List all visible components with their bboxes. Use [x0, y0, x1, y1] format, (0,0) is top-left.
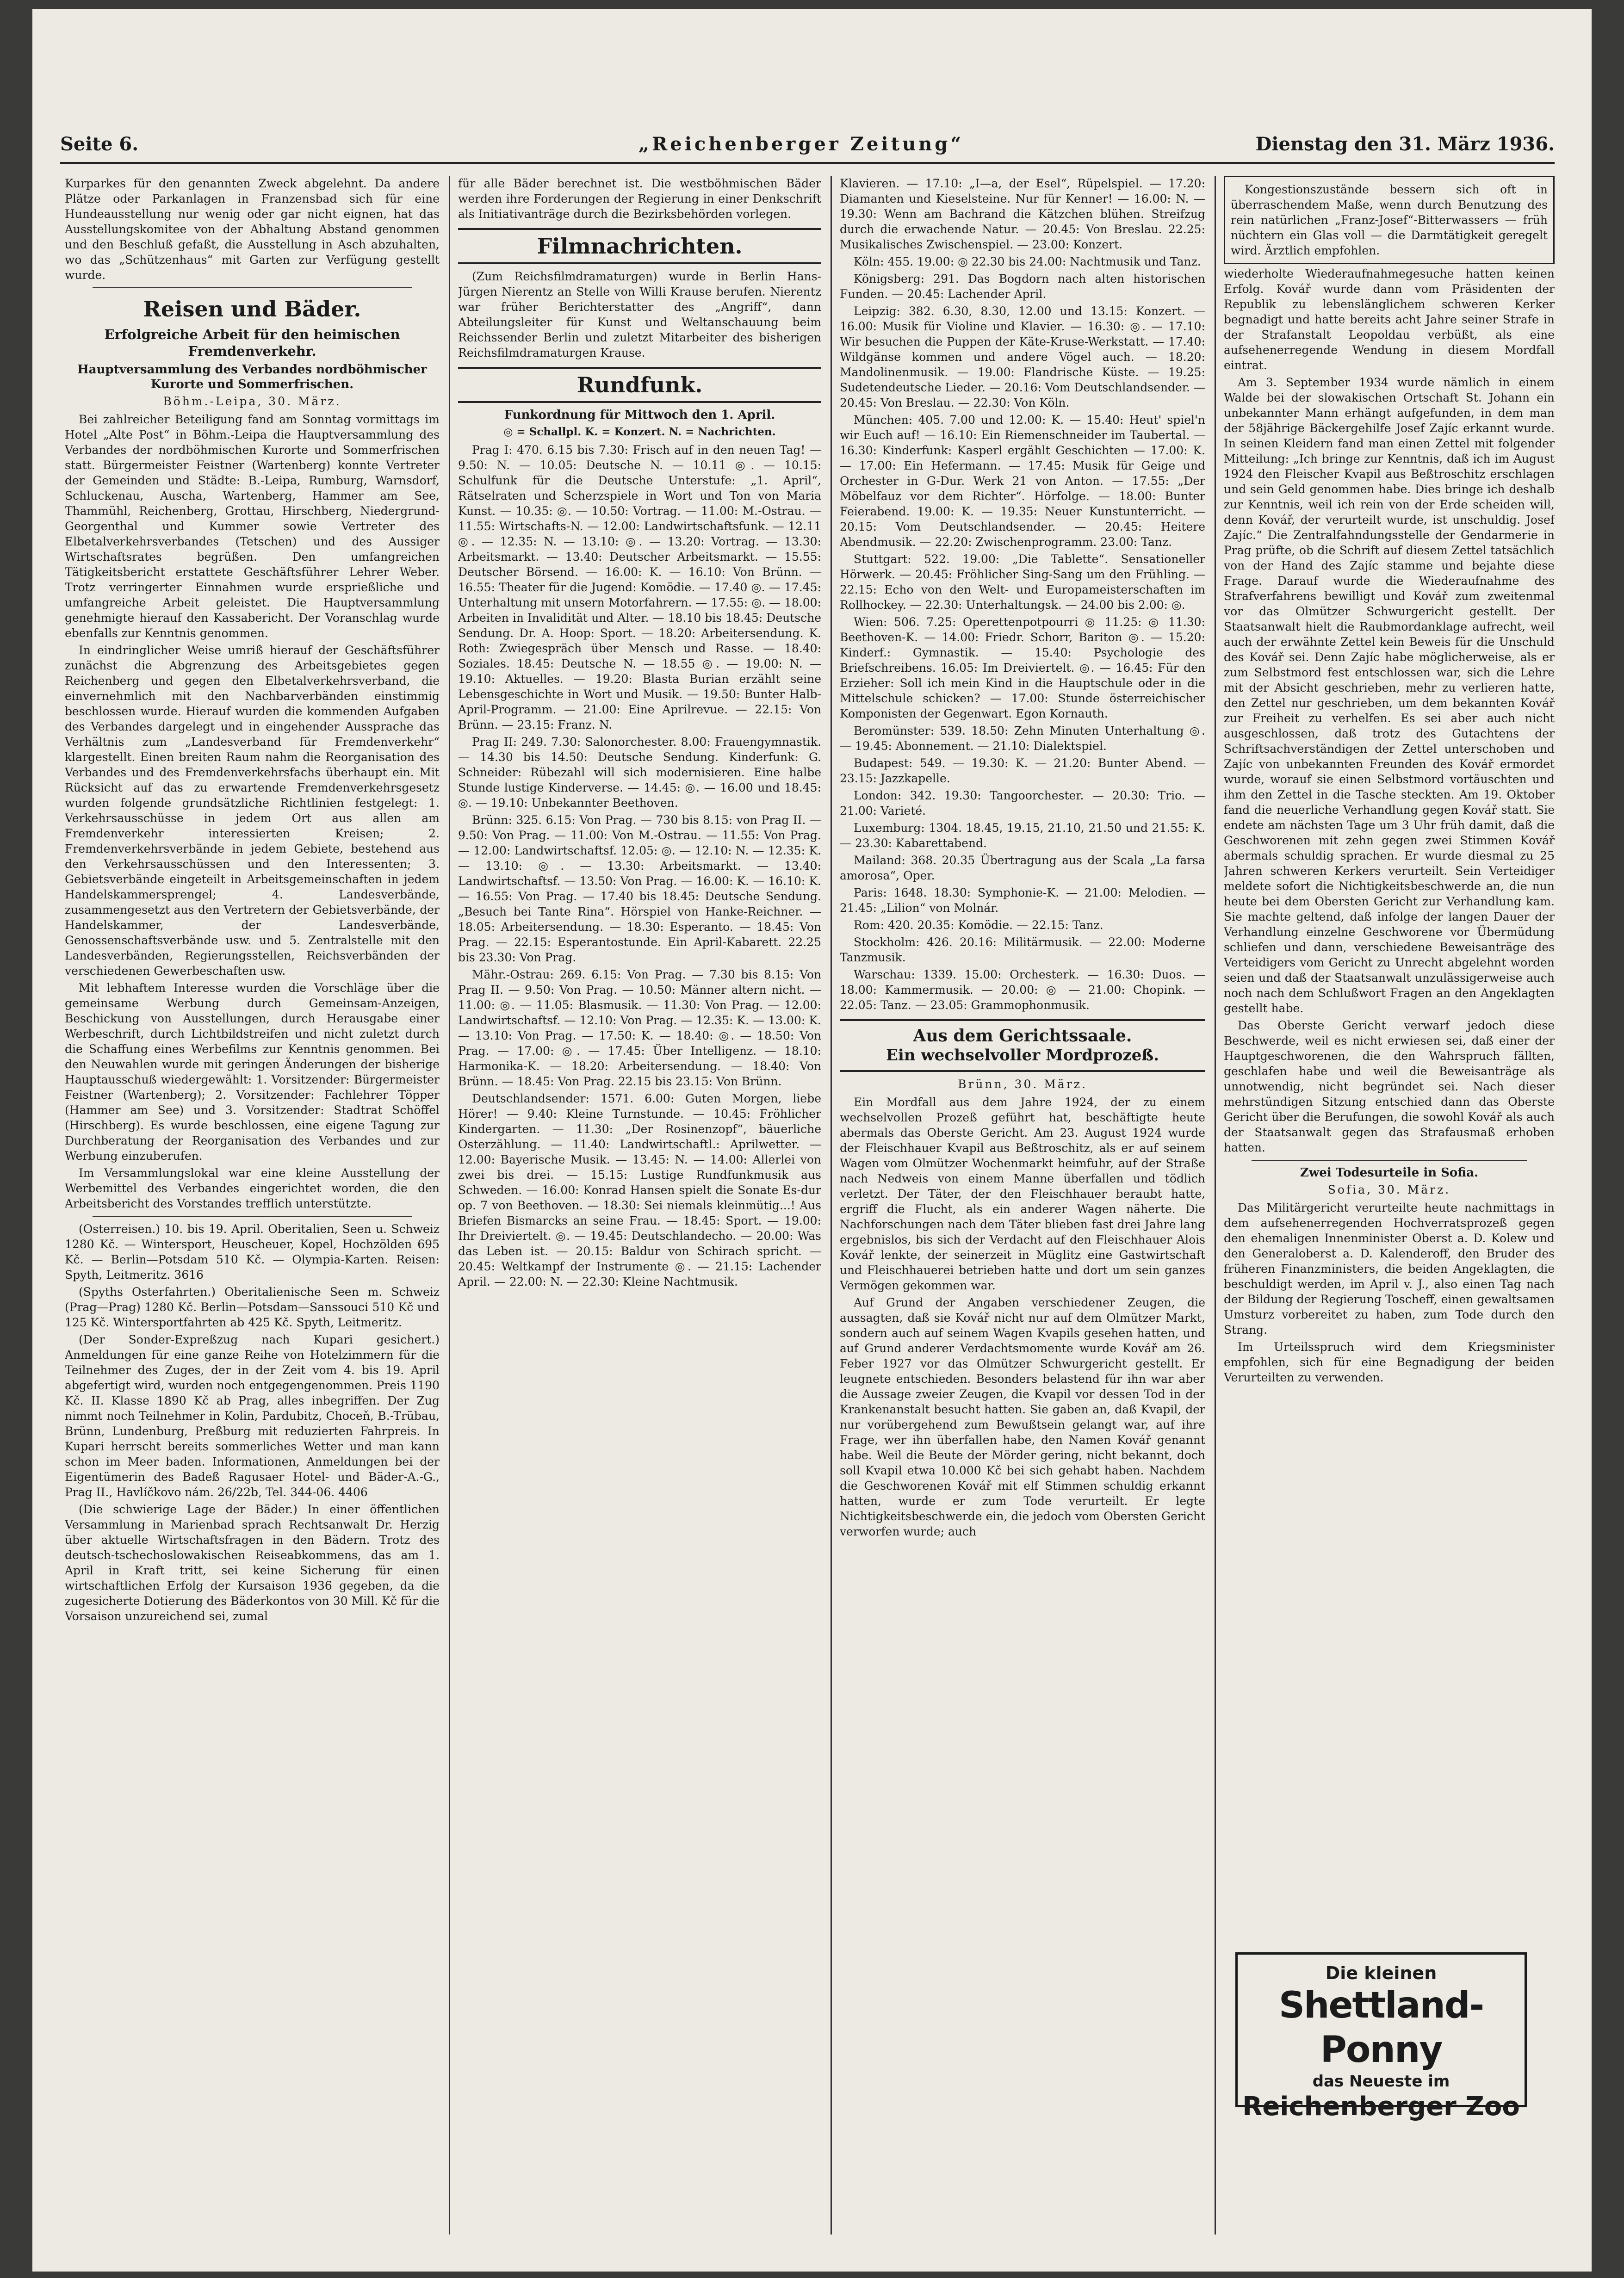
film-section-header [458, 228, 821, 264]
radio-station-listing: Paris: 1648. 18.30: Symphonie-K. — 21.00: Melodien. — 21.45: „Lilion“ von Molnár. [840, 886, 1205, 915]
film-news: (Zum Reichsfilmdramaturgen) wurde in Berlin Hans-Jürgen Nierentz an Stelle von Willi Krause berufen. Nierentz war früher Berichterstatter des „Angriff“, dann Abteilungsleiter für Kunst und Weltanschauung beim Reichssender Berlin und zuletzt Mitarbeiter des bisherigen Reichsfilmdramaturgen Krause. [458, 270, 821, 359]
column-rule [831, 176, 832, 2235]
column-1 [65, 176, 440, 2235]
travel-notice: (Der Sonder-Expreßzug nach Kupari gesichert.) Anmeldungen für eine ganze Reihe von Hotelzimmern für die Teilnehmer des Zuges, der in der Zeit vom 4. bis 19. April abgefertigt wird, wurden noch entgegengenommen. Preis 1190 Kč. II. Klasse 1890 Kč ab Prag, alles inbegriffen. Der Zug nimmt noch Teilnehmer in Kolin, Pardubitz, Choceň, B.-Trübau, Brünn, Lundenburg, Preßburg mit reduzierten Fahrpreis. In Kupari herrscht bereits sommerliches Wetter und man kann schon im Meer baden. Informationen, Anmeldungen bei der Eigentümerin des Badeß Ragusaer Hotel- und Bäder-A.-G., Prag II., Havlíčkovo nám. 26/22b, Tel. 344-06. 4406 [65, 1333, 440, 1499]
radio-station-listing: Klavieren. — 17.10: „I—a, der Esel“, Rüpelspiel. — 17.20: Diamanten und Kieselsteine. Nur für Kenner! — 16.00: N. — 19.30: Wenn am Bachrand die Kätzchen blühen. Streifzug durch die erwachende Natur. — 20.45: Von Breslau. 22.25: Musikalisches Zwischenspiel. — 23.00: Konzert. [840, 177, 1205, 251]
column-2 [458, 176, 821, 2235]
radio-station-listing: Budapest: 549. — 19.30: K. — 21.20: Bunter Abend. — 23.15: Jazzkapelle. [840, 756, 1205, 785]
radio-station-listing: Prag II: 249. 7.30: Salonorchester. 8.00: Frauengymnastik. — 14.30 bis 14.50: Deutsche Sendung. Kinderfunk: G. Schneider: Rübezahl will sich modernisieren. Eine halbe Stunde lustige Kinderverse. — 14.45: ◎. — 16.00 und 18.45: ◎. — 19.10: Unbekannter Beethoven. [458, 735, 821, 810]
article-paragraph: Im Urteilsspruch wird dem Kriegsminister empfohlen, sich für eine Begnadigung der beiden Verurteilten zu verwenden. [1224, 1340, 1555, 1384]
article-continuation: wiederholte Wiederaufnahmegesuche hatten keinen Erfolg. Kovář wurde dann vom Präsidenten der Republik zu lebenslänglichem schweren Kerker begnadigt und hatte bereits acht Jahre seiner Strafe in der Strafanstalt Leopoldau verbüßt, als eine aufsehenerregende Wendung in diesem Mordfall eintrat. [1224, 267, 1555, 372]
article-paragraph: (Die schwierige Lage der Bäder.) In einer öffentlichen Versammlung in Marienbad sprach Rechtsanwalt Dr. Herzig über aktuelle Wirtschaftsfragen in den Bädern. Trotz des deutsch-tschechoslowakischen Reiseabkommens, das am 1. April in Kraft tritt, sei keine Sicherung für einen wirtschaftlichen Erfolg der Kursaison 1936 gegeben, da die zugesicherte Dotierung des Bäderkontos von 30 Mill. Kč für die Vorsaison unzureichend sei, zumal [65, 1503, 440, 1623]
radio-station-listing: Rom: 420. 20.35: Komödie. — 22.15: Tanz. [854, 918, 1103, 932]
travel-notice: (Spyths Osterfahrten.) Oberitalienische Seen m. Schweiz (Prag—Prag) 1280 Kč. Berlin—Potsdam—Sanssouci 510 Kč und 125 Kč. Wintersportfahrten ab 425 Kč. Spyth, Leitmeritz. [65, 1285, 440, 1329]
article-paragraph: Mit lebhaftem Interesse wurden die Vorschläge über die gemeinsame Werbung durch Gemeinsam-Anzeigen, Beschickung von Ausstellungen, durch Herausgabe einer Werbeschrift, durch Lichtbildstreifen und nicht zuletzt durch die Schaffung eines Werbefilms zur Kenntnis genommen. Bei den Neuwahlen wurde mit geringen Änderungen der bisherige Hauptausschuß wiedergewählt: 1. Vorsitzender: Bürgermeister Feistner (Wartenberg); 2. Vorsitzender: Fachlehrer Töpper (Hammer am See) und 3. Vorsitzender: Stadtrat Schöffel (Hirschberg). Es wurde beschlossen, eine eigene Tagung zur Durchberatung der Reorganisation des Verbandes und zur Werbung einzuberufen. [65, 981, 440, 1163]
advert-line: Reichenberger Zoo [1242, 2092, 1520, 2122]
article-continuation: Kurparkes für den genannten Zweck abgelehnt. Da andere Plätze oder Parkanlagen in Franzensbad sich für eine Hundeausstellung nur wenig oder gar nicht eignen, hat das Ausstellungskomitee von der Abhaltung Abstand genommen und den Beschluß gefaßt, die Ausstellung in Asch abzuhalten, wo das „Schützenhaus“ mit Garten zur Verfügung gestellt wurde. [65, 177, 440, 282]
article-paragraph: Bei zahlreicher Beteiligung fand am Sonntag vormittags im Hotel „Alte Post“ in Böhm.-Leipa die Hauptversammlung des Verbandes der nordböhmischen Kurorte und Sommerfrischen statt. Bürgermeister Feistner (Wartenberg) konnte Vertreter der Gemeinden und Städte: B.-Leipa, Rumburg, Warnsdorf, Schluckenau, Auscha, Wartenberg, Hammer am See, Thammühl, Reichenberg, Grottau, Hirschberg, Niedergrund-Georgenthal und Kummer sowie Vertreter des Elbetalverkehrsverbandes (Tetschen) und des Aussiger Wirtschaftsrates begrüßen. Den umfangreichen Tätigkeitsbericht erstattete Geschäftsführer Lehrer Weber. Trotz verringerter Einnahmen wurde ersprießliche und umfangreiche Arbeit geleistet. Die Hauptversammlung genehmigte hierauf den Kassabericht. Der Voranschlag wurde ebenfalls zur Kenntnis genommen. [65, 413, 440, 640]
radio-station-listing: München: 405. 7.00 und 12.00: K. — 15.40: Heut' spiel'n wir Euch auf! — 16.10: Ein Riemenschneider im Taubertal. — 16.30: Kinderfunk: Kasperl ergählt Geschichten — 17.00: K. — 17.00: Ein Hefermann. — 17.45: Musik für Geige und Orchester in G-Dur. Werk 21 von Anton. — 17.55: „Der Möbelfauz vor dem Richter“. Hörfolge. — 18.00: Bunter Feierabend. 19.00: K. — 19.35: Neuer Kunstunterricht. — 20.15: Vom Deutschlandsender. — 20.45: Heitere Abendmusik. — 22.20: Zwischenprogramm. 23.00: Tanz. [840, 413, 1205, 549]
radio-station-listing: Köln: 455. 19.00: ◎ 22.30 bis 24.00: Nachtmusik und Tanz. [854, 255, 1201, 268]
radio-legend: ◎ = Schallpl. K. = Konzert. N. = Nachrichten. [503, 426, 776, 438]
page-number: Seite 6. [60, 133, 139, 155]
article-paragraph: Im Versammlungslokal war eine kleine Ausstellung der Werbemittel des Verbandes eingerichtet worden, die den Arbeitsbericht des Vorstandes trefflich unterstützte. [65, 1166, 440, 1210]
radio-station-listing: London: 342. 19.30: Tangoorchester. — 20.30: Trio. — 21.00: Varieté. [840, 789, 1205, 817]
advert-bitterwasser: Kongestionszustände bessern sich oft in überraschendem Maße, wenn durch Benutzung des rein natürlichen „Franz-Josef“-Bitterwassers — früh nüchtern ein Glas voll — die Darmtätigkeit geregelt wird. Ärztlich empfohlen. [1224, 176, 1555, 264]
section-title-court: Aus dem Gerichtssaale. [913, 1026, 1132, 1046]
radio-station-listing: Luxemburg: 1304. 18.45, 19.15, 21.10, 21.50 und 21.55: K. — 23.30: Kabarettabend. [840, 821, 1205, 850]
article-paragraph: Ein Mordfall aus dem Jahre 1924, der zu einem wechselvollen Prozeß geführt hat, beschäftigte heute abermals das Oberste Gericht. Am 23. August 1924 wurde der Fleischhauer Kvapil aus Beßtroschitz, als er auf seinem Wagen vom Olmützer Wochenmarkt heimfuhr, auf der Straße nach Nedweis von einem Manne überfallen und tödlich verletzt. Der Täter, der den Fleischhauer beraubt hatte, ergriff die Flucht, als ein anderer Wagen näherte. Die Nachforschungen nach dem Täter blieben fast drei Jahre lang ergebnislos, bis sich der Verdacht auf den Fleischhauer Alois Kovář lenkte, der seinerzeit in Müglitz eine Gastwirtschaft und Fleischhauerei betrieben hatte und dort um sein ganzes Vermögen gekommen war. [840, 1096, 1205, 1292]
section-title-film: Filmnachrichten. [537, 234, 743, 259]
article-headline: Erfolgreiche Arbeit für den heimischen Fremdenverkehr. [104, 327, 400, 359]
column-rule [449, 176, 450, 2235]
issue-date: Dienstag den 31. März 1936. [1255, 133, 1555, 155]
radio-station-listing: Stockholm: 426. 20.16: Militärmusik. — 22.00: Moderne Tanzmusik. [840, 935, 1205, 964]
radio-station-listing: Mähr.-Ostrau: 269. 6.15: Von Prag. — 7.30 bis 8.15: Von Prag II. — 9.50: Von Prag. — 10.50: Männer altern nicht. — 11.00: ◎. — 11.05: Blasmusik. — 11.30: Von Prag. — 12.00: Landwirtschaftsf. — 12.10: Von Prag. — 12.35: K. — 13.00: K. — 13.10: Von Prag. — 17.50: K. — 18.40: ◎. — 18.50: Von Prag. — 17.00: ◎. — 17.45: Über Intelligenz. — 18.10: Harmonika-K. — 18.20: Arbeitersendung. — 18.40: Von Brünn. — 18.45: Von Prag. 22.15 bis 23.15: Von Brünn. [458, 968, 821, 1088]
column-4 [1224, 176, 1555, 1957]
radio-station-listing: Wien: 506. 7.25: Operettenpotpourri ◎ 11.25: ◎ 11.30: Beethoven-K. — 14.00: Friedr. Schorr, Bariton ◎. — 15.20: Kinderf.: Gymnastik. — 15.40: Psychologie des Briefschreibens. 16.05: Im Dreiviertelt. ◎. — 16.45: Für den Erzieher: Soll ich mein Kind in die Hauptschule oder in die Mittelschule schicken? — 17.00: Stunde österreichischer Komponisten der Gegenwart. Egon Kornauth. [840, 615, 1205, 720]
radio-station-listing: Königsberg: 291. Das Bogdorn nach alten historischen Funden. — 20.45: Lachender April. [840, 272, 1205, 301]
newspaper-name: „Reichenberger Zeitung“ [638, 133, 964, 155]
radio-station-listing: Stuttgart: 522. 19.00: „Die Tablette“. Sensationeller Hörwerk. — 20.45: Fröhlicher Sing-Sang um den Frühling. — 22.15: Echo von den Welt- und Europameisterschaften im Rollhockey. — 22.30: Unterhaltungsk. — 24.00 bis 2.00: ◎. [840, 552, 1205, 612]
radio-station-listing: Leipzig: 382. 6.30, 8.30, 12.00 und 13.15: Konzert. — 16.00: Musik für Violine und Klavier. — 16.30: ◎. — 17.10: Wir besuchen die Puppen der Käte-Kruse-Werkstatt. — 17.40: Wildgänse kommen und andere Vögel auch. — 18.20: Mandolinenmusik. — 19.00: Flandrische Küste. — 19.25: Sudetendeutsche Lieder. — 20.16: Vom Deutschlandsender. — 20.45: Von Breslau. — 22.30: Von Köln. [840, 304, 1205, 409]
article-continuation: für alle Bäder berechnet ist. Die westböhmischen Bäder werden ihre Forderungen der Regierung in einer Denkschrift als Initiativanträge durch die Bezirksbehörden vorlegen. [458, 177, 821, 221]
column-3 [840, 176, 1205, 2235]
radio-station-listing: Mailand: 368. 20.35 Übertragung aus der Scala „La farsa amorosa“, Oper. [840, 854, 1205, 882]
radio-schedule-heading: Funkordnung für Mittwoch den 1. April. [504, 408, 775, 422]
article-dateline: Sofia, 30. März. [1327, 1183, 1451, 1196]
newspaper-page [32, 9, 1592, 2272]
travel-notice: (Osterreisen.) 10. bis 19. April. Oberitalien, Seen u. Schweiz 1280 Kč. — Wintersport, Heuscheuer, Kopel, Hochzölden 695 Kč. — Berlin—Potsdam 510 Kč. — Olympia-Karten. Reisen: Spyth, Leitmeritz. 3616 [65, 1222, 440, 1281]
advert-line: Die kleinen [1325, 1963, 1437, 1983]
article-dateline: Brünn, 30. März. [958, 1077, 1087, 1091]
article-paragraph: Am 3. September 1934 wurde nämlich in einem Walde bei der slowakischen Ortschaft St. Johann ein unbekannter Mann erhängt aufgefunden, in dem man der 58jährige Bäckergehilfe Josef Zajíc erkannt wurde. In seinen Kleidern fand man einen Zettel mit folgender Mitteilung: „Ich bringe zur Kenntnis, daß ich im August 1924 den Fleischer Kvapil aus Beßtroschitz erschlagen und sein Geld genommen habe. Dies bringe ich deshalb zur Kenntnis, weil ich rein von der Erde scheiden will, denn Kovář, der verurteilt wurde, ist unschuldig. Josef Zajíc.“ Die Zentralfahndungsstelle der Gendarmerie in Prag prüfte, ob die Schrift auf diesem Zettel tatsächlich von der Hand des Zajíc stamme und bejahte diese Frage. Darauf wurde die Wiederaufnahme des Strafverfahrens bewilligt und Kovář zum zweitenmal vor das Olmützer Schwurgericht gestellt. Der Staatsanwalt hielt die Raubmordanklage aufrecht, weil auch der erwähnte Zettel kein Beweis für die Unschuld des Kovář sei. Denn Zajíc habe möglicherweise, als er zum Selbstmord fest entschlossen war, sich die Lehre mit der Absicht geschrieben, mehr zu verlieren hatte, den Zettel nur geschrieben, um dem bekannten Kovář zur Freiheit zu verhelfen. Es sei aber auch nicht ausgeschlossen, daß trotz des Gutachtens der Schriftsachverständigen der Zettel unterschoben und Zajíc von unbekannten Freunden des Kovář ermordet wurde, worauf sie einen Selbstmord vortäuschten und ihm den Zettel in die Tasche steckten. Am 19. Oktober fand die neuerliche Verhandlung gegen Kovář statt. Sie endete am nächsten Tage um 3 Uhr früh damit, daß die Geschworenen mit zehn gegen zwei Stimmen Kovář abermals schuldig sprachen. Er wurde diesmal zu 25 Jahren schweren Kerkers verurteilt. Sein Verteidiger meldete sofort die Nichtigkeitsbeschwerde an, die nun heute bei dem Obersten Gericht zur Verhandlung kam. Sie machte geltend, daß infolge der langen Dauer der Verhandlung einzelne Geschworene vor Übermüdung schliefen und dann, verschiedene Beweisanträge des Verteidigers vom Gericht zu Unrecht abgelehnt worden seien und daß der Staatsanwalt unzulässigerweise auch noch nach dem Schlußwort Fragen an den Angeklagten gestellt habe. [1224, 376, 1555, 1015]
article-headline: Ein wechselvoller Mordprozeß. [886, 1046, 1159, 1065]
radio-station-listing: Deutschlandsender: 1571. 6.00: Guten Morgen, liebe Hörer! — 9.40: Kleine Turnstunde. — 10.45: Fröhlicher Kindergarten. — 11.30: „Der Rosinenzopf“, bäuerliche Osterzählung. — 11.40: Landwirtschaftl.: Aprilwetter. — 12.00: Bayerische Musik. — 13.45: N. — 14.00: Allerlei von zwei bis drei. — 15.15: Lustige Rundfunkmusik aus Schweden. — 16.00: Konrad Hansen spielt die Sonate Es-dur op. 7 von Beethoven. — 18.30: Sei niemals kleinmütig...! Aus Briefen Bismarcks an seine Frau. — 18.45: Sport. — 19.00: Ihr Dreiviertelt. ◎. — 19.45: Deutschlandecho. — 20.00: Was das Leben ist. — 20.15: Baldur von Schirach spricht. — 20.45: Weltkampf der Instrumente ◎. — 21.15: Lachender April. — 22.00: N. — 22.30: Kleine Nachtmusik. [458, 1092, 821, 1288]
article-headline: Zwei Todesurteile in Sofia. [1300, 1166, 1479, 1180]
article-dateline: Böhm.-Leipa, 30. März. [163, 395, 341, 408]
advert-zoo [1235, 1952, 1527, 2122]
section-title-radio: Rundfunk. [576, 372, 703, 397]
divider [93, 1216, 412, 1217]
section-title-travel: Reisen und Bäder. [143, 297, 361, 322]
column-rule [1215, 176, 1216, 2235]
advert-headline: Shettland-Ponny [1278, 1985, 1484, 2071]
radio-station-listing: Brünn: 325. 6.15: Von Prag. — 730 bis 8.15: von Prag II. — 9.50: Von Prag. — 11.00: Von M.-Ostrau. — 11.55: Von Prag. — 12.00: Landwirtschaftsf. 12.05: ◎. — 12.10: N. — 12.35: K. — 13.10: ◎. — 13.30: Arbeitsmarkt. — 13.40: Landwirtschaftsf. — 13.50: Von Prag. — 16.00: K. — 16.10: K. — 16.55: Von Prag. — 17.40 bis 18.45: Deutsche Sendung. „Besuch bei Tante Rina“. Hörspiel von Hanke-Reichner. — 18.05: Arbeitersendung. — 18.30: Esperanto. — 18.45: Von Prag. — 22.15: Esperantostunde. Ein April-Kabarett. 22.25 bis 23.30: Von Prag. [458, 813, 821, 964]
page-header [60, 130, 1555, 164]
article-paragraph: Das Oberste Gericht verwarf jedoch diese Beschwerde, weil es nicht erwiesen sei, daß einer der Hauptgeschworenen, die den Wahrspruch fällten, geschlafen habe und weil die Beweisanträge als unnotwendig, nicht begründet sei. Nach dieser mehrstündigen Sitzung entschied dann das Oberste Gericht über die Berufungen, die sowohl Kovář als auch der Staatsanwalt gegen das Strafausmaß erhoben hatten. [1224, 1019, 1555, 1154]
radio-station-listing: Beromünster: 539. 18.50: Zehn Minuten Unterhaltung ◎. — 19.45: Abonnement. — 21.10: Dialektspiel. [840, 724, 1205, 753]
advert-line: das Neueste im [1312, 2072, 1450, 2091]
radio-station-listing: Warschau: 1339. 15.00: Orchesterk. — 16.30: Duos. — 18.00: Kammermusik. — 20.00: ◎ — 21.00: Chopink. — 22.05: Tanz. — 23.05: Grammophonmusik. [840, 968, 1205, 1012]
article-paragraph: Auf Grund der Angaben verschiedener Zeugen, die aussagten, daß sie Kovář nicht nur auf dem Olmützer Markt, sondern auch auf seinem Wagen Kvapils gesehen hatten, und auf Grund anderer Verdachtsmomente wurde Kovář am 26. Feber 1927 vor das Olmützer Schwurgericht gestellt. Er leugnete entschieden. Besonders belastend für ihn war aber die Aussage zweier Zeugen, die Kvapil vor dessen Tod in der Krankenanstalt besucht hatten. Sie gaben an, daß Kvapil, der nur vorübergehend zum Bewußtsein gelangt war, auf ihre Frage, wer ihn überfallen habe, den Namen Kovář genannt habe. Weil die Beute der Mörder gering, nicht bekannt, doch soll Kvapil etwa 10.000 Kč bei sich gehabt haben. Nachdem die Geschworenen Kovář mit elf Stimmen schuldig erkannt hatten, wurde er zum Tode verurteilt. Er legte Nichtigkeitsbeschwerde ein, die jedoch vom Obersten Gericht verworfen wurde; auch [840, 1296, 1205, 1538]
divider [1252, 1160, 1527, 1161]
radio-station-listing: Prag I: 470. 6.15 bis 7.30: Frisch auf in den neuen Tag! — 9.50: N. — 10.05: Deutsche N. — 10.11 ◎. — 10.15: Schulfunk für die Deutsche Unterstufe: „1. April“, Rätselraten und Scherzspiele in Wort und Ton von Maria Kunst. — 10.35: ◎. — 10.50: Vortrag. — 11.00: M.-Ostrau. — 11.55: Wirtschafts-N. — 12.00: Landwirtschaftsfunk. — 12.11 ◎. — 12.35: N. — 13.10: ◎. — 13.20: Vortrag. — 13.30: Arbeitsmarkt. — 13.40: Deutscher Arbeitsmarkt. — 15.55: Deutscher Börsend. — 16.00: K. — 16.10: Von Brünn. — 16.55: Theater für die Jugend: Komödie. — 17.40 ◎. — 17.45: Unterhaltung mit unsern Motorfahrern. — 17.55: ◎. — 18.00: Arbeiten in Invalidität und Alter. — 18.10 bis 18.45: Deutsche Sendung. Dr. A. Hoop: Sport. — 18.20: Arbeitersendung. K. Roth: Zwiegespräch über Mensch und Rasse. — 18.40: Soziales. 18.45: Deutsche N. — 18.55 ◎. — 19.00: N. — 19.10: Aktuelles. — 19.20: Blasta Burian erzählt seine Lebensgeschichte in Wort und Musik. — 19.50: Bunter Halb-April-Programm. — 21.00: Eine Aprilrevue. — 22.15: Von Brünn. — 23.15: Franz. N. [458, 443, 821, 731]
article-paragraph: Das Militärgericht verurteilte heute nachmittags in dem aufsehenerregenden Hochverratsprozeß gegen den ehemaligen Innenminister Oberst a. D. Kolew und den Generaloberst a. D. Kalenderoff, den Bruder des früheren Finanzministers, die beiden Angeklagten, die beschuldigt werden, im April v. J., also einen Tag nach der Bildung der Regierung Toscheff, einen gewaltsamen Umsturz vorbereitet zu haben, zum Tode durch den Strang. [1224, 1201, 1555, 1337]
radio-section-header [458, 367, 821, 403]
article-subheadline: Hauptversammlung des Verbandes nordböhmischer Kurorte und Sommerfrischen. [77, 363, 427, 391]
article-paragraph: In eindringlicher Weise umriß hierauf der Geschäftsführer zunächst die Abgrenzung des Arbeitsgebietes gegen Reichenberg und gegen den Elbetalverkehrsverband, die einvernehmlich mit den Nachbarverbänden einstimmig beschlossen wurde. Hierauf wurden die kommenden Aufgaben des Verbandes dargelegt und in eingehender Aussprache das Verhältnis zum „Landesverband für Fremdenverkehr“ klargestellt. Einen breiten Raum nahm die Reorganisation des Verbandes und des Fremdenverkehrsfachs überhaupt ein. Mit Rücksicht auf das zu erwartende Fremdenverkehrsgesetz wurden folgende grundsätzliche Richtlinien festgelegt: 1. Verkehrsausschüsse in jedem Ort aus allen am Fremdenverkehr interessierten Kreisen; 2. Fremdenverkehrsverbände in jedem Gebiete, bestehend aus den Verkehrsausschüssen und den Interessenten; 3. Gebietsverbände eingeteilt in Arbeitsgemeinschaften in jedem Handelskammersprengel; 4. Landesverbände, zusammengesetzt aus den Vertretern der Gebietsverbände, der Handelskammer, der Landesverbände, Genossenschaftsverbände usw. und 5. Zentralstelle mit den Landesverbänden, Regierungsstellen, Reichsverbänden der verschiedenen Gewerbeschaften usw. [65, 644, 440, 978]
court-section-header [840, 1019, 1205, 1072]
divider [93, 287, 412, 288]
